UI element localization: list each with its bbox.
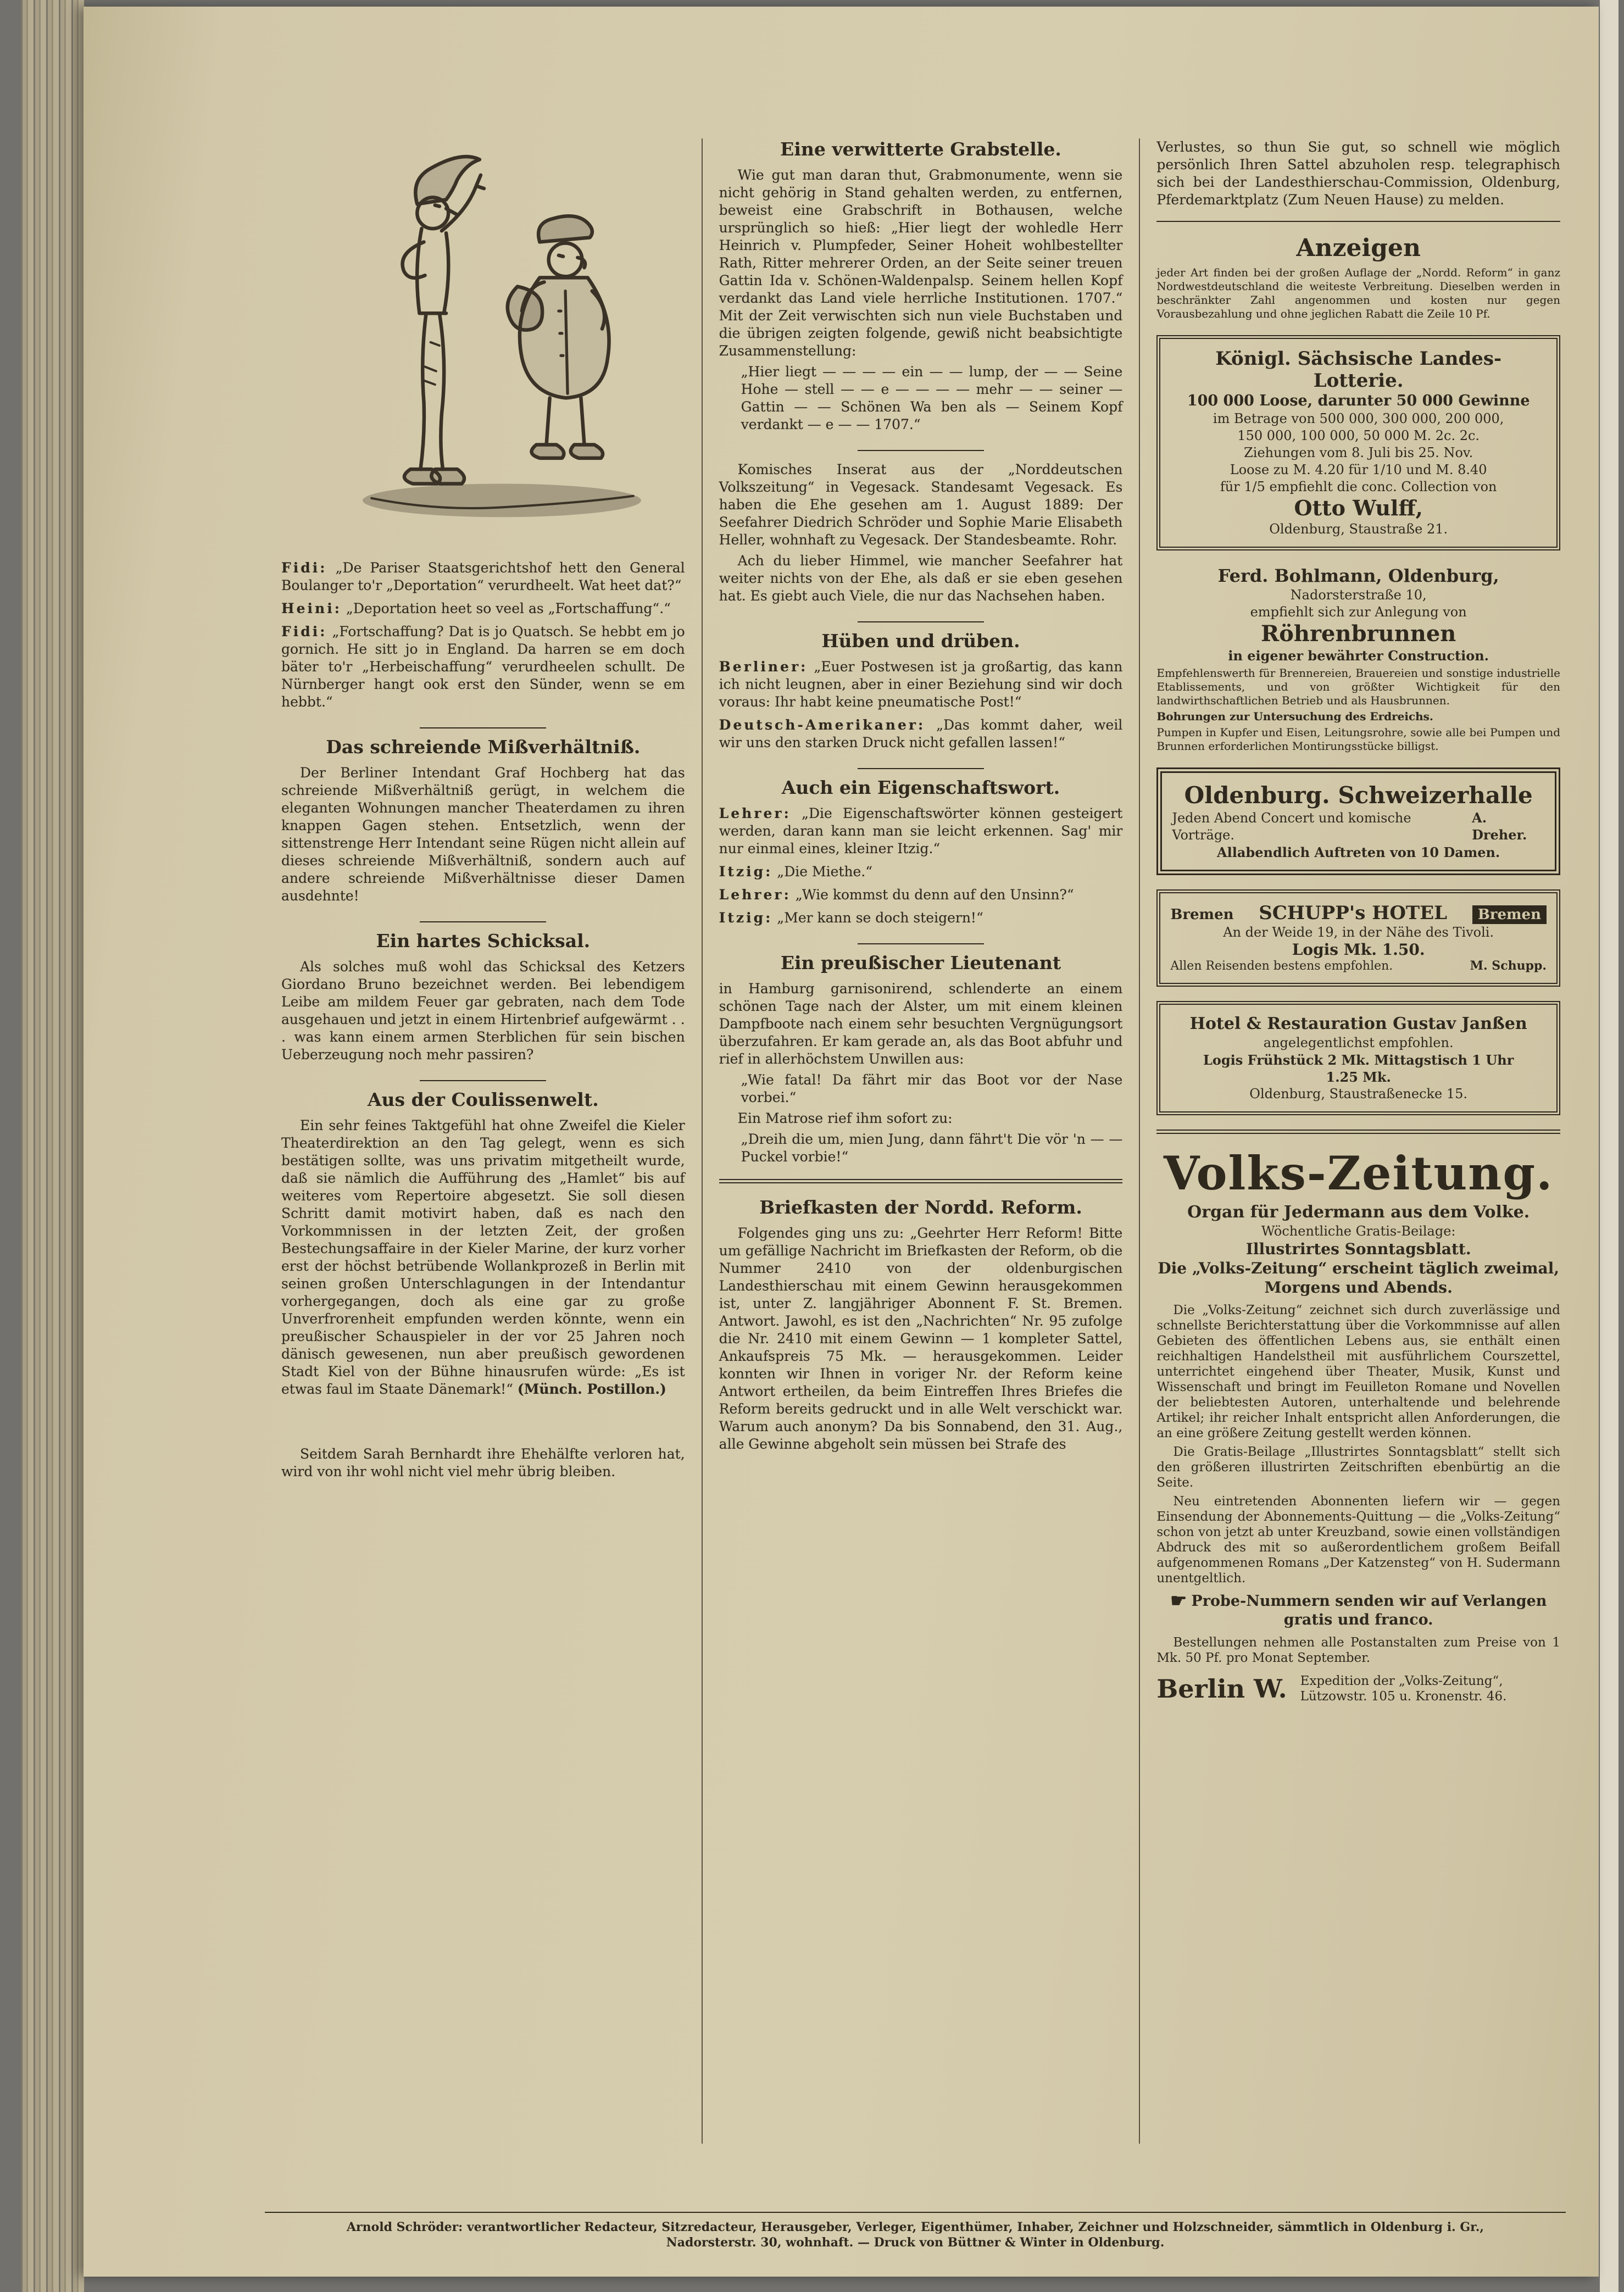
article-title: Hüben und drüben.: [821, 630, 1020, 652]
anzeigen-body: jeder Art finden bei der großen Auflage der „Nordd. Reform“ in ganz Nordwestdeutschland die weiteste Verbreitung. Dieselben werden in beschränkter Zahl angenommen und kosten nur gegen Vorausbezahlung und ohne jeglichen Rabatt die Zeile 10 Pf.: [1156, 266, 1561, 320]
ad-schweizerhalle-owner: A. Dreher.: [1472, 810, 1527, 843]
ad-lottery-line: Loose zu M. 4.20 für 1/10 und M. 8.40: [1230, 462, 1487, 477]
article-title: Aus der Coulissenwelt.: [367, 1089, 599, 1110]
article-separator: [420, 1080, 546, 1081]
section-rule: [719, 1179, 1123, 1183]
article-body: Ach du lieber Himmel, wie mancher Seefahrer hat weiter nichts von der Ehe, als daß er sie eben gesehen hat. Es giebt auch Viele, die nur das Nachsehen haben.: [719, 553, 1123, 604]
article-separator: [858, 943, 984, 944]
anzeigen-title: Anzeigen: [1296, 234, 1421, 262]
speaker-name: Lehrer:: [719, 805, 791, 821]
column-layout: [265, 138, 1577, 2144]
ad-bohlmann-body: Pumpen in Kupfer und Eisen, Leitungsrohre, sowie alle bei Pumpen und Brunnen erforderlichen Montirungsstücke billigst.: [1156, 726, 1561, 753]
closing-note: Seitdem Sarah Bernhardt ihre Ehehälfte verloren hat, wird von ihr wohl nicht viel mehr übrig bleiben.: [281, 1446, 685, 1479]
imprint-line: Arnold Schröder: verantwortlicher Redacteur, Sitzredacteur, Herausgeber, Verleger, Eigenthümer, Inhaber, Zeichner und Holzschneider, sämmtlich in Oldenburg i. Gr.,: [346, 2220, 1484, 2234]
ad-janssen-price: 1.25 Mk.: [1326, 1069, 1391, 1085]
ad-schupp-address: An der Weide 19, in der Nähe des Tivoli.: [1223, 925, 1494, 940]
dialogue-line: [281, 600, 685, 617]
imprint-line: Nadorsterstr. 30, wohnhaft. — Druck von Büttner & Winter in Oldenburg.: [666, 2235, 1165, 2250]
dialogue-text: „Deportation heet so veel as „Fortschaffung“.“: [346, 600, 671, 616]
speaker-name: Itzig:: [719, 864, 773, 880]
dialogue-line: [719, 658, 1123, 711]
pointing-hand-icon: ☛: [1170, 1590, 1187, 1612]
speaker-name: Heini:: [281, 600, 342, 616]
dialogue-text: „Die Miethe.“: [777, 864, 873, 880]
dialogue-line: [719, 909, 1123, 927]
ad-janssen-line: Logis Frühstück 2 Mk. Mittagstisch 1 Uhr: [1203, 1052, 1514, 1068]
imprint-footer: [265, 2212, 1566, 2250]
dialogue-line: [281, 623, 685, 711]
article-body: Als solches muß wohl das Schicksal des Ketzers Giordano Bruno bezeichnet werden. Bei lebendigem Leibe am mildem Feuer gar gebraten, nach dem Tode ausgehauen und jetzt in einem Hirtenbrief aufgewärmt . . . was kann einem armen Sterblichen für sein bischen Ueberzeugung noch mehr passiren?: [281, 959, 685, 1062]
ad-lottery-address: Oldenburg, Staustraße 21.: [1269, 521, 1448, 537]
ad-schweizerhalle-line: Jeden Abend Concert und komische Vorträge.: [1172, 810, 1411, 843]
article-body: Der Berliner Intendant Graf Hochberg hat das schreiende Mißverhältniß gerügt, in welchem die eleganten Wohnungen mancher Theaterdamen zu ihren knappen Gagen stehen. Entsetzlich, wenn der sittenstrenge Herr Intendant seine Rügen nicht allein auf dieses schreiende Mißverhältniß, sondern auch auf andere schreiende Mißverhältnisse dieser Damen ausdehnte!: [281, 765, 685, 904]
ad-schupp-line: Allen Reisenden bestens empfohlen.: [1170, 959, 1393, 973]
volkszeitung-beilage: Illustrirtes Sonntagsblatt.: [1245, 1240, 1471, 1258]
article-separator: [858, 768, 984, 769]
ad-schupp-hotel: [1156, 889, 1560, 987]
volkszeitung-body: Neu eintretenden Abonnenten liefern wir — gegen Einsendung der Abonnements-Quittung — die „Volks-Zeitung“ schon von jetzt ab unter Kreuzband, sowie einen vollständigen Abdruck des mit so außerordentlichem großem Beifall aufgenommenen Romans „Der Katzensteg“ von H. Sudermann unentgeltlich.: [1156, 1494, 1561, 1586]
ad-janssen-line: angelegentlichst empfohlen.: [1263, 1035, 1454, 1050]
article-separator: [420, 727, 546, 728]
dialogue-line: [719, 863, 1123, 881]
speaker-name: Fidi:: [281, 560, 327, 576]
speaker-name: Fidi:: [281, 624, 327, 639]
volkszeitung-expedition: [1300, 1673, 1507, 1704]
article-separator: [420, 921, 546, 922]
ad-lottery-line: Ziehungen vom 8. Juli bis 25. Nov.: [1244, 445, 1473, 460]
volkszeitung-body: Die „Volks-Zeitung“ zeichnet sich durch zuverlässige und schnellste Berichterstattung über die Vorkommnisse auf allen Gebieten des öffentlichen Lebens aus, sie enthält einen reichhaltigen Handelstheil mit ausführlichem Courszettel, unterrichtet eingehend über Theater, Musik, Kunst und Wissenschaft und bringt im Feuilleton Romane und Novellen der beliebtesten Autoren, unterhaltende und belehrende Artikel; ihr reicher Inhalt entspricht allen Anforderungen, die an eine größere Zeitung gestellt werden können.: [1156, 1303, 1561, 1440]
ad-volkszeitung: [1156, 1147, 1560, 1704]
speaker-name: Lehrer:: [719, 887, 791, 903]
ad-schweizerhalle-title: Oldenburg. Schweizerhalle: [1184, 782, 1533, 809]
ad-schupp-city-left: Bremen: [1170, 906, 1234, 923]
column-left: [265, 138, 702, 2144]
article-title: Das schreiende Mißverhältniß.: [326, 736, 641, 758]
column-middle: [702, 138, 1139, 2144]
ad-bohlmann: [1156, 565, 1560, 753]
ad-schweizerhalle: [1156, 767, 1560, 875]
newspaper-page: [84, 7, 1599, 2277]
speaker-name: Itzig:: [719, 910, 773, 926]
ad-schupp-city-right: Bremen: [1472, 905, 1547, 924]
volkszeitung-probe-line: [1156, 1592, 1560, 1629]
article-body: „Hier liegt — — — — ein — — lump, der — — Seine Hohe — stell — — e — — — — mehr — — seiner — Gattin — — Schönen Wa ben als — Seinem Kopf verdankt — e — — 1707.“: [741, 364, 1123, 432]
section-rule: [1156, 1130, 1560, 1134]
ad-schupp-signature: M. Schupp.: [1470, 959, 1547, 973]
scan-right-edge: [1600, 0, 1619, 2292]
article-title: Ein hartes Schicksal.: [376, 930, 591, 952]
volkszeitung-city: Berlin W.: [1156, 1674, 1287, 1704]
article-quote: „Wie fatal! Da fährt mir das Boot vor der Nase vorbei.“: [741, 1072, 1123, 1105]
column-right: [1139, 138, 1577, 2144]
ad-janssen-address: Oldenburg, Staustraßenecke 15.: [1249, 1086, 1468, 1102]
ad-janssen-title: Hotel & Restauration Gustav Janßen: [1189, 1014, 1527, 1033]
ad-bohlmann-product: Röhrenbrunnen: [1260, 621, 1456, 647]
article-title: Auch ein Eigenschaftswort.: [781, 777, 1060, 798]
article-body: in Hamburg garnisonirend, schlenderte an einem schönen Tage nach der Alster, um mit einem kleinen Dampfboote nach einem sehr besuchten Vergnügungsort überzufahren. Er kam gerade an, als das Boot abfuhr und rief in allerhöchstem Unwillen aus:: [719, 981, 1123, 1067]
ad-bohlmann-name: Ferd. Bohlmann, Oldenburg,: [1217, 565, 1499, 586]
dialogue-text: „Mer kann se doch steigern!“: [777, 910, 983, 926]
expedition-line: Lützowstr. 105 u. Kronenstr. 46.: [1300, 1689, 1507, 1704]
article-title: Ein preußischer Lieutenant: [780, 952, 1061, 973]
ad-lottery-line: 150 000, 100 000, 50 000 M. 2c. 2c.: [1237, 428, 1480, 443]
article-separator: [858, 450, 984, 451]
expedition-line: Expedition der „Volks-Zeitung“,: [1300, 1674, 1503, 1688]
ad-schweizerhalle-line: Allabendlich Auftreten von 10 Damen.: [1217, 844, 1500, 860]
volkszeitung-erscheint: Die „Volks-Zeitung“ erscheint täglich zweimal, Morgens und Abends.: [1158, 1259, 1559, 1297]
ad-bohlmann-body: Empfehlenswerth für Brennereien, Brauereien und sonstige industrielle Etablissements, und von größter Wichtigkeit für den landwirthschaftlichen Betrieb und als Hausbrunnen.: [1156, 666, 1561, 707]
book-page-edges: [21, 0, 85, 2292]
caricature-drawing-icon: [307, 144, 659, 545]
ad-schupp-logis: Logis Mk. 1.50.: [1292, 941, 1425, 959]
dialogue-line: [281, 559, 685, 594]
ad-bohlmann-body: Bohrungen zur Untersuchung des Erdreichs.: [1156, 710, 1433, 723]
spacer: [281, 1401, 685, 1445]
ad-lottery-line: im Betrage von 500 000, 300 000, 200 000,: [1213, 411, 1504, 426]
article-title: Briefkasten der Nordd. Reform.: [759, 1197, 1082, 1218]
continuation-text: Verlustes, so thun Sie gut, so schnell wie möglich persönlich Ihren Sattel abzuholen resp. telegraphisch sich bei der Landesthierschau-Commission, Oldenburg, Pferdemarktplatz (Zum Neuen Hause) zu melden.: [1156, 139, 1561, 208]
ad-lottery-line: für 1/5 empfiehlt die conc. Collection von: [1220, 479, 1497, 494]
article-source: (Münch. Postillon.): [517, 1381, 666, 1397]
article-body: Wie gut man daran thut, Grabmonumente, wenn sie nicht gehörig in Stand gehalten werden, zu entfernen, beweist eine Grabschrift in Bothausen, welche ursprünglich so hieß: „Hier liegt der wohledle Herr Heinrich v. Plumpfeder, Seiner Hoheit wohlbestellter Rath, Ritter mehrerer Orden, an der Seite seiner treuen Gattin Ida v. Schönen-Waldenpalsp. Seinem hellen Kopf verdankt das Land viele herrliche Institutionen. 1707.“ Mit der Zeit verwischten sich nun viele Buchstaben und die übrigen zeigten folgende, gewiß nicht beabsichtigte Zusammenstellung:: [719, 167, 1123, 359]
dialogue-text: „Die Eigenschaftswörter können gesteigert werden, daran kann man sie leicht erkennen. Sag' mir nur einmal eines, kleiner Itzig.“: [719, 805, 1123, 856]
ad-lottery-vendor: Otto Wulff,: [1294, 496, 1423, 520]
dialogue-text: „Euer Postwesen ist ja großartig, das kann ich nicht leugnen, aber in einer Beziehung sind wir doch voraus: Ihr habt keine pneumatische Post!“: [719, 659, 1123, 710]
dialogue-line: [719, 886, 1123, 904]
ad-bohlmann-line: in eigener bewährter Construction.: [1228, 648, 1489, 664]
dialogue-line: [719, 716, 1123, 752]
volkszeitung-bestellungen: Bestellungen nehmen alle Postanstalten zum Preise von 1 Mk. 50 Pf. pro Monat September.: [1156, 1635, 1561, 1665]
volkszeitung-gratis-line: Wöchentliche Gratis-Beilage:: [1261, 1223, 1456, 1239]
ad-schupp-name: SCHUPP's HOTEL: [1259, 902, 1448, 924]
dialogue-text: „De Pariser Staatsgerichtshof hett den General Boulanger to'r „Deportation“ verurdheelt. Wat heet dat?“: [281, 560, 685, 593]
ad-janssen-hotel: [1156, 1001, 1560, 1115]
dialogue-text: „Das kommt daher, weil wir uns den starken Druck nicht gefallen lassen!“: [719, 717, 1123, 750]
volkszeitung-title: Volks-Zeitung.: [1164, 1146, 1554, 1200]
dialogue-text: „Wie kommst du denn auf den Unsinn?“: [795, 887, 1074, 903]
ad-lottery-title: Königl. Sächsische Landes-Lotterie.: [1215, 348, 1502, 392]
article-separator: [858, 621, 984, 622]
section-rule: [1156, 221, 1560, 222]
volkszeitung-imprint: [1156, 1673, 1560, 1704]
speaker-name: Deutsch-Amerikaner:: [719, 717, 926, 733]
article-title: Eine verwitterte Grabstelle.: [780, 138, 1061, 160]
article-body: [281, 1117, 685, 1398]
article-quote: „Dreih die um, mien Jung, dann fährt't Die vör 'n — — Puckel vorbie!“: [741, 1131, 1123, 1165]
article-body: Ein Matrose rief ihm sofort zu:: [737, 1110, 953, 1126]
illustration-two-figures: [307, 144, 659, 545]
volkszeitung-body: Die Gratis-Beilage „Illustrirtes Sonntagsblatt“ stellt sich den größeren illustrirten Zeitschriften ebenbürtig an die Seite.: [1156, 1445, 1561, 1490]
article-body: Folgendes ging uns zu: „Geehrter Herr Reform! Bitte um gefällige Nachricht im Briefkasten der Reform, ob die Nummer 2410 von der oldenburgischen Landesthierschau mit einem Gewinn herausgekommen ist, unter Z. langjähriger Abonnent F. St. Bremen. Antwort. Jawohl, es ist den „Nachrichten“ Nr. 95 zufolge die Nr. 2410 mit einem Gewinn — 1 kompleter Sattel, Ankaufspreis 75 Mk. — herausgekommen. Leider konnten wir Ihnen in voriger Nr. der Reform keine Antwort ertheilen, da beim Eintreffen Ihres Briefes die Reform bereits gedruckt und in alle Welt verschickt war. Warum auch anonym? Da bis Sonnabend, den 31. Aug., alle Gewinne abgeholt sein müssen bei Strafe des: [719, 1225, 1123, 1452]
ad-bohlmann-line: empfiehlt sich zur Anlegung von: [1250, 604, 1467, 620]
probe-text: Probe-Nummern senden wir auf Verlangen gratis und franco.: [1191, 1593, 1547, 1628]
article-text: Ein sehr feines Taktgefühl hat ohne Zweifel die Kieler Theaterdirektion an den Tag gelegt, wenn es sich bestätigen sollte, was uns privatim mitgetheilt wurde, daß sie nämlich die Aufführung des „Hamlet“ bis auf weiteres vom Repertoire abgesetzt. Sie soll diesen Schritt damit motivirt haben, daß es nach den Vorkommnissen in der letzten Zeit, der großen Bestechungsaffaire in der Kieler Marine, der kurz vorher erst der höchst betrübende Wollankprozeß in Berlin mit seinen großen Unterschlagungen in der Intendantur vorhergegangen, doch als eine gar zu große Unverfrorenheit empfunden werden könnte, wenn ein preußischer Schauspieler in der vor 25 Jahren noch dänisch gewesenen, nun aber preußisch gewordenen Stadt Kiel von der Bühne hinausrufen würde: „Es ist etwas faul im Staate Dänemark!“: [281, 1117, 685, 1397]
speaker-name: Berliner:: [719, 659, 808, 675]
dialogue-line: [719, 805, 1123, 858]
volkszeitung-subtitle: Organ für Jedermann aus dem Volke.: [1187, 1203, 1530, 1222]
article-body: Komisches Inserat aus der „Norddeutschen Volkszeitung“ in Vegesack. Standesamt Vegesack. Es haben die Ehe gesehen am 1. August 1889: Der Seefahrer Diedrich Schröder und Sophie Marie Elisabeth Heller, wohnhaft zu Vegesack. Der Standesbeamte. Rohr.: [719, 461, 1123, 548]
ad-bohlmann-address: Nadorsterstraße 10,: [1290, 587, 1427, 603]
ad-lottery-line: 100 000 Loose, darunter 50 000 Gewinne: [1187, 392, 1530, 409]
dialogue-text: „Fortschaffung? Dat is jo Quatsch. Se hebbt em jo gornich. He sitt jo in England. Da harren se em doch bäter to'r „Herbeischaffung“ verurdheelen schullt. De Nürnberger hangt ook erst den Sünder, wenn se em hebbt.“: [281, 624, 685, 710]
ad-lottery: [1156, 335, 1560, 550]
